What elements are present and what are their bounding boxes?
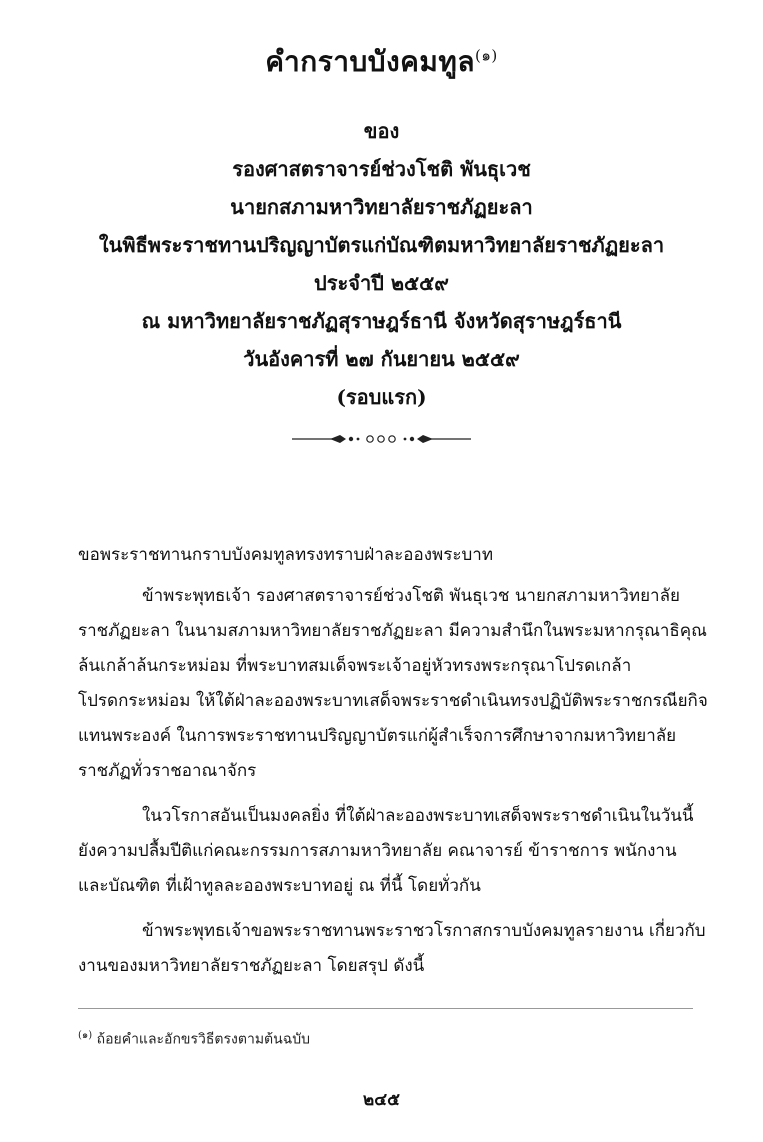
paragraph-line: ราชภัฏทั่วราชอาณาจักร [78, 761, 257, 781]
title-text: คำกราบบังคมทูล [265, 45, 475, 78]
decorative-divider-icon [290, 428, 473, 450]
paragraph-line: ยังความปลื้มปีติแก่คณะกรรมการสภามหาวิทยาลัย คณาจารย์ ข้าราชการ พนักงาน [78, 841, 677, 861]
paragraph-line: โปรดกระหม่อม ให้ใต้ฝ่าละอองพระบาทเสด็จพระราชดำเนินทรงปฏิบัติพระราชกรณียกิจ [78, 691, 708, 711]
heading-line: ณ มหาวิทยาลัยราชภัฏสุราษฎร์ธานี จังหวัดสุราษฎร์ธานี [141, 309, 622, 333]
heading-line: นายกสภามหาวิทยาลัยราชภัฏยะลา [230, 195, 533, 219]
heading-line: ของ [363, 119, 400, 143]
heading-block [0, 112, 763, 416]
heading-line: รองศาสตราจารย์ช่วงโชติ พันธุเวช [232, 157, 531, 181]
page-title [0, 40, 763, 84]
heading-line: (รอบแรก) [336, 385, 427, 409]
paragraph-line: และบัณฑิต ที่เฝ้าทูลละอองพระบาทอยู่ ณ ที่นี้ โดยทั่วกัน [78, 876, 481, 896]
paragraph-line: ข้าพระพุทธเจ้าขอพระราชทานพระราชวโรกาสกราบบังคมทูลรายงาน เกี่ยวกับ [142, 921, 706, 941]
paragraph [78, 579, 708, 789]
heading-line: ในพิธีพระราชทานปริญญาบัตรแก่บัณฑิตมหาวิทยาลัยราชภัฏยะลา [98, 233, 665, 257]
paragraph-line: แทนพระองค์ ในการพระราชทานปริญญาบัตรแก่ผู้สำเร็จการศึกษาจากมหาวิทยาลัย [78, 726, 677, 746]
paragraph [78, 914, 706, 984]
footnote-divider [78, 1008, 693, 1009]
salutation: ขอพระราชทานกราบบังคมทูลทรงทราบฝ่าละอองพระบาท [78, 545, 494, 565]
heading-line: ประจำปี ๒๕๕๙ [314, 271, 449, 295]
title-footnote-mark: (๑) [474, 46, 498, 65]
heading-line: วันอังคารที่ ๒๗ กันยายน ๒๕๕๙ [243, 347, 520, 371]
footnote-text: ถ้อยคำและอักขรวิธีตรงตามต้นฉบับ [96, 1031, 311, 1048]
paragraph [78, 799, 693, 904]
paragraph-line: ราชภัฏยะลา ในนามสภามหาวิทยาลัยราชภัฏยะลา มีความสำนึกในพระมหากรุณาธิคุณ [78, 621, 707, 641]
footnote-mark: (๑) [78, 1030, 93, 1041]
paragraph-line: งานของมหาวิทยาลัยราชภัฏยะลา โดยสรุป ดังนี้ [78, 956, 425, 976]
page-number: ๒๔๕ [363, 1090, 400, 1110]
paragraph-line: ในวโรกาสอันเป็นมงคลยิ่ง ที่ใต้ฝ่าละอองพระบาทเสด็จพระราชดำเนินในวันนี้ [142, 806, 694, 826]
paragraph-line: ข้าพระพุทธเจ้า รองศาสตราจารย์ช่วงโชติ พันธุเวช นายกสภามหาวิทยาลัย [142, 586, 680, 606]
paragraph-line: ล้นเกล้าล้นกระหม่อม ที่พระบาทสมเด็จพระเจ้าอยู่หัวทรงพระกรุณาโปรดเกล้า [78, 656, 632, 676]
speech-body [78, 538, 708, 994]
footnote [78, 1028, 693, 1051]
